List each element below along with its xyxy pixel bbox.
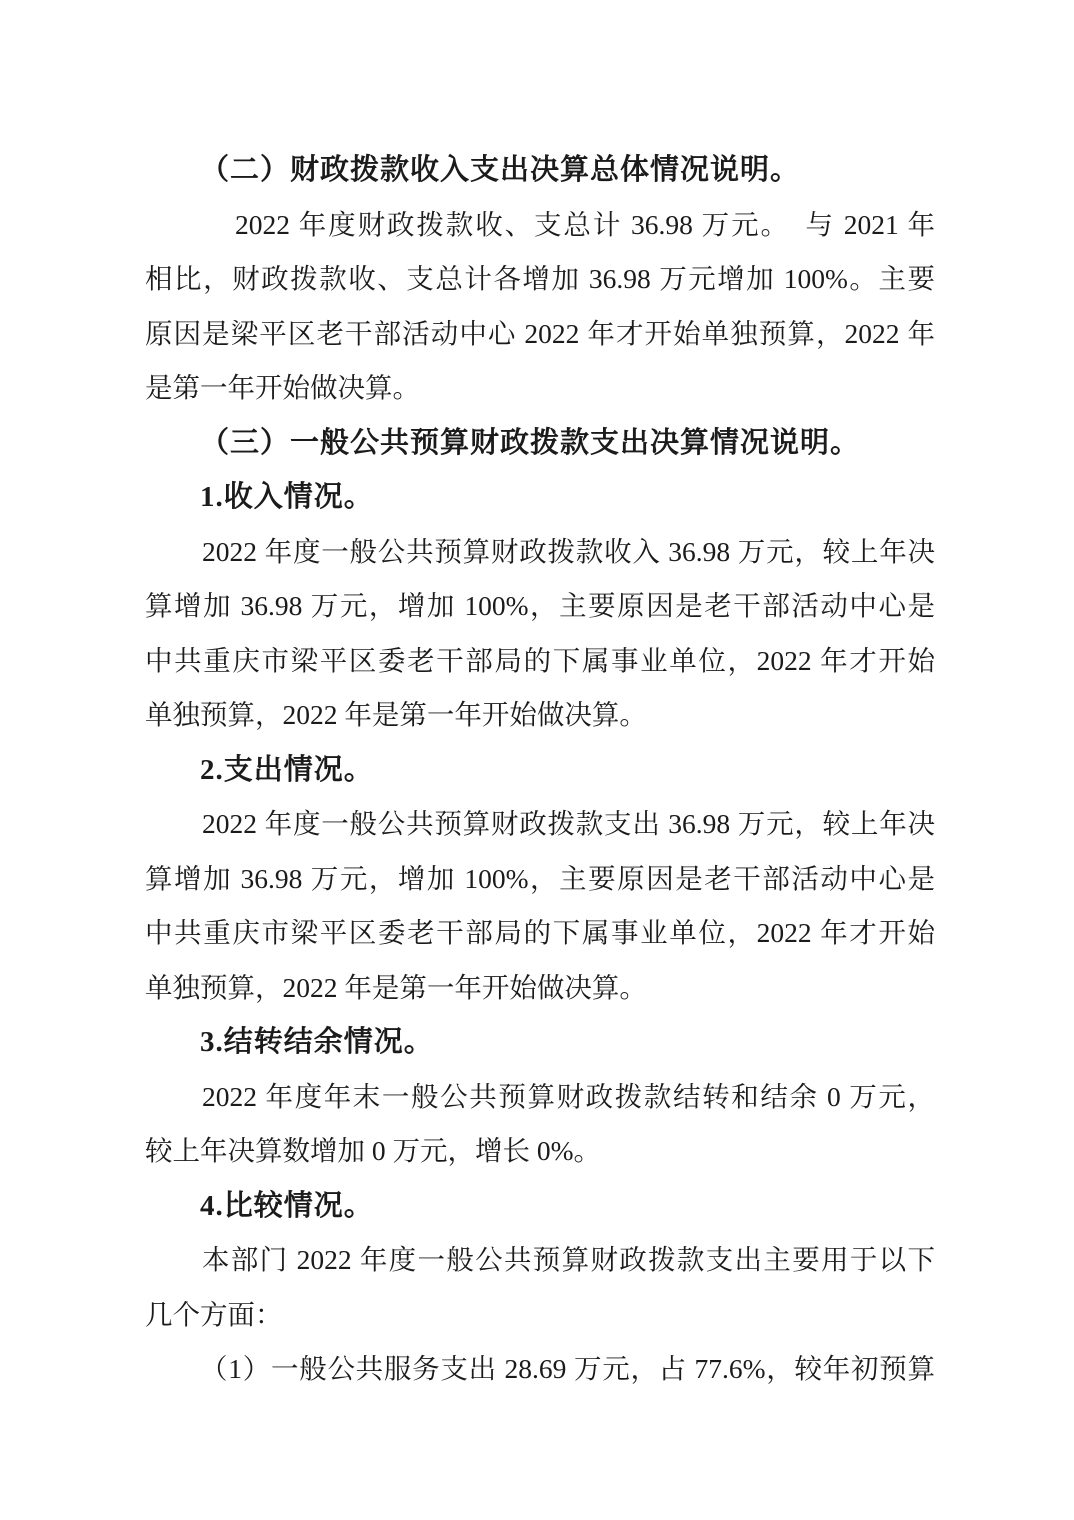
text-line: 中共重庆市梁平区委老干部局的下属事业单位，2022 年才开始 [145, 644, 935, 676]
text-line: 较上年决算数增加 0 万元，增长 0%。 [145, 1135, 602, 1166]
text-line: 本部门 2022 年度一般公共预算财政拨款支出主要用于以下 [202, 1244, 935, 1275]
text-line: 单独预算，2022 年是第一年开始做决算。 [145, 971, 647, 1003]
text-line: 是第一年开始做决算。 [145, 372, 420, 403]
paragraph-comparison-intro [145, 1233, 935, 1342]
section-heading-fiscal-total: （二）财政拨款收入支出决算总体情况说明。 [200, 154, 801, 186]
paragraph-carryover [145, 1070, 935, 1179]
text-line: 2022 年度年末一般公共预算财政拨款结转和结余 0 万元， [202, 1080, 935, 1112]
text-line: 中共重庆市梁平区委老干部局的下属事业单位，2022 年才开始 [145, 917, 935, 948]
subheading-3-carryover: 3.结转结余情况。 [200, 1026, 434, 1058]
text-line: 2022 年度财政拨款收、支总计 36.98 万元。 与 2021 年 [235, 208, 935, 240]
section-heading-general-budget: （三）一般公共预算财政拨款支出决算情况说明。 [200, 426, 861, 459]
paragraph-fiscal-total [145, 198, 935, 416]
text-line: 相比，财政拨款收、支总计各增加 36.98 万元增加 100%。主要 [145, 263, 935, 294]
text-line: 单独预算，2022 年是第一年开始做决算。 [145, 699, 647, 730]
subheading-4-comparison: 4.比较情况。 [200, 1189, 374, 1222]
paragraph-item-1-general-public-service [145, 1342, 935, 1397]
text-line: 2022 年度一般公共预算财政拨款支出 36.98 万元，较上年决 [202, 808, 935, 839]
subheading-2-expenditure: 2.支出情况。 [200, 753, 374, 786]
subheading-1-income: 1.收入情况。 [200, 481, 374, 513]
paragraph-income [145, 525, 935, 743]
text-line: （1）一般公共服务支出 28.69 万元，占 77.6%，较年初预算 [200, 1353, 935, 1384]
text-line: 2022 年度一般公共预算财政拨款收入 36.98 万元，较上年决 [202, 535, 935, 567]
text-line: 算增加 36.98 万元，增加 100%，主要原因是老干部活动中心是 [145, 590, 935, 621]
paragraph-expenditure [145, 797, 935, 1015]
text-line: 算增加 36.98 万元，增加 100%，主要原因是老干部活动中心是 [145, 862, 935, 894]
page-text-body [145, 143, 935, 1397]
text-line: 几个方面： [145, 1298, 283, 1330]
text-line: 原因是梁平区老干部活动中心 2022 年才开始单独预算，2022 年 [145, 317, 935, 349]
